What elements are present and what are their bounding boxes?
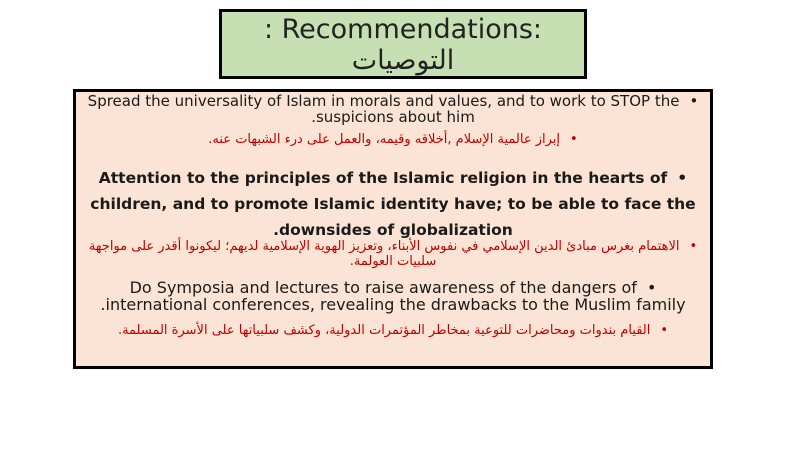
recommendation-2-english-text: Attention to the principles of the Islamic religion in the hearts of children, and to promote Islamic identity have; to be able to face the downsides of globalization. xyxy=(90,169,696,239)
bullet-icon: • xyxy=(646,278,657,297)
slide-title-arabic: التوصيات xyxy=(351,45,455,76)
recommendation-3-english xyxy=(86,279,700,313)
bullet-icon: • xyxy=(660,323,669,338)
recommendations-content-box xyxy=(73,89,713,369)
bullet-icon: • xyxy=(570,132,578,147)
recommendation-1-english-text: Spread the universality of Islam in morals and values, and to work to STOP the suspicions about him. xyxy=(87,92,680,126)
slide-title-box xyxy=(219,9,587,79)
slide-title-english: : Recommendations: xyxy=(263,14,543,45)
recommendation-2-arabic-text: الاهتمام بغرس مبادئ الدين الإسلامي في نفوس الأبناء، وتعزيز الهوية الإسلامية لديهم؛ ليكونوا أقدر على مواجهة سلبيات العولمة. xyxy=(88,239,680,269)
recommendation-1-arabic xyxy=(86,132,700,148)
bullet-icon: • xyxy=(689,239,698,254)
bullet-icon: • xyxy=(689,92,699,110)
recommendation-2-arabic xyxy=(86,239,700,269)
bullet-icon: • xyxy=(677,169,688,187)
recommendation-3-arabic-text: القيام بندوات ومحاضرات للتوعية بمخاطر المؤتمرات الدولية، وكشف سلبياتها على الأسرة المسلمة. xyxy=(117,323,651,338)
recommendation-1-arabic-text: إبراز عالمية الإسلام ,أخلاقه وقيمه، والعمل على درء الشبهات عنه. xyxy=(208,132,561,147)
recommendation-3-english-text: Do Symposia and lectures to raise awareness of the dangers of international conferences, revealing the drawbacks to the Muslim family. xyxy=(100,278,686,314)
recommendation-2-english xyxy=(86,165,700,243)
recommendation-1-english xyxy=(86,93,700,125)
recommendation-3-arabic xyxy=(86,323,700,338)
